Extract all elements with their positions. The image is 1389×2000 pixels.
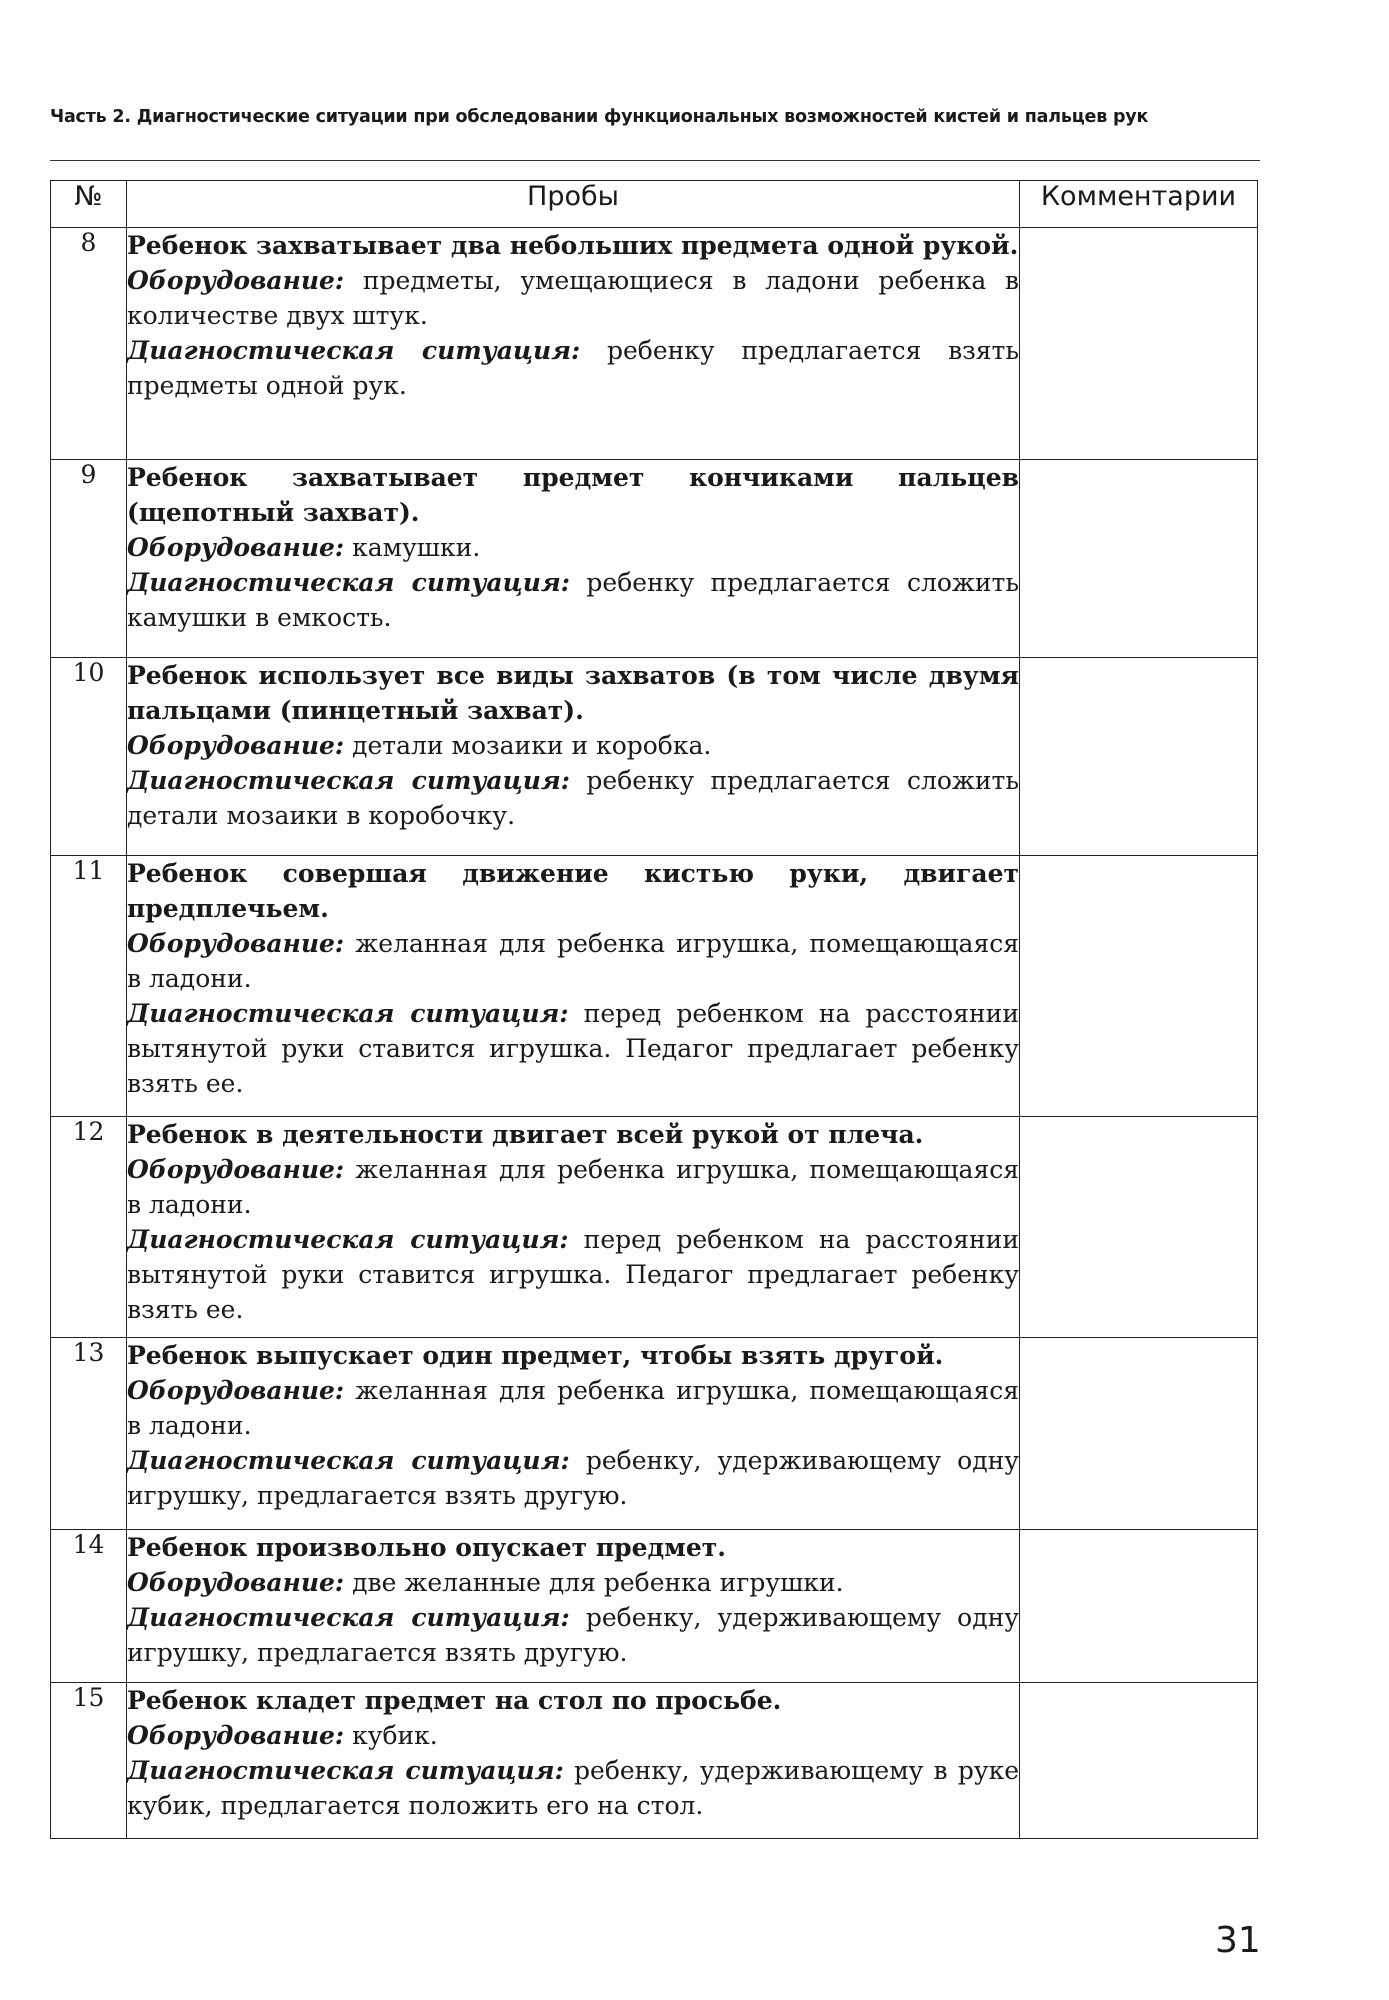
situation-line: [127, 1222, 1019, 1327]
table-row: [51, 460, 1258, 658]
equipment-line: [127, 1152, 1019, 1222]
running-title: Часть 2. Диагностические ситуации при обследовании функциональных возможностей кистей и пальцев рук: [50, 107, 1149, 127]
test-description: [127, 658, 1020, 856]
situation-label: Диагностическая ситуация:: [127, 1225, 569, 1254]
table-header-row: [51, 181, 1258, 228]
situation-label: Диагностическая ситуация:: [127, 568, 570, 597]
table-row: [51, 1117, 1258, 1338]
situation-text: ребенку, удерживающему в руке кубик, предлагается положить его на стол.: [127, 1756, 1019, 1820]
equipment-line: [127, 1565, 1019, 1600]
equipment-text: желанная для ребенка игрушка, помещающаяся в ладони.: [127, 1155, 1019, 1219]
row-number: 10: [51, 658, 127, 856]
situation-line: [127, 565, 1019, 635]
equipment-text: детали мозаики и коробка.: [352, 731, 712, 760]
equipment-text: кубик.: [352, 1721, 438, 1750]
comment-cell: [1020, 1530, 1258, 1683]
situation-label: Диагностическая ситуация:: [127, 766, 570, 795]
equipment-label: Оборудование:: [127, 1568, 345, 1597]
situation-text: ребенку предлагается сложить детали мозаики в коробочку.: [127, 766, 1019, 830]
row-number: 11: [51, 856, 127, 1117]
test-description: [127, 1683, 1020, 1839]
test-title: Ребенок произвольно опускает предмет.: [127, 1533, 726, 1562]
situation-line: [127, 763, 1019, 833]
situation-label: Диагностическая ситуация:: [127, 1446, 570, 1475]
row-number: 15: [51, 1683, 127, 1839]
test-title: Ребенок захватывает предмет кончиками пальцев (щепотный захват).: [127, 463, 1019, 527]
test-title: Ребенок выпускает один предмет, чтобы взять другой.: [127, 1341, 944, 1370]
comment-cell: [1020, 1117, 1258, 1338]
equipment-line: [127, 530, 1019, 565]
row-number: 8: [51, 228, 127, 460]
probes-table-body: [51, 228, 1258, 1839]
equipment-label: Оборудование:: [127, 1155, 345, 1184]
situation-line: [127, 333, 1019, 403]
comment-cell: [1020, 1683, 1258, 1839]
column-header-number: №: [51, 181, 127, 228]
situation-line: [127, 1600, 1019, 1670]
header-divider: [50, 160, 1260, 161]
situation-label: Диагностическая ситуация:: [127, 1603, 570, 1632]
test-title: Ребенок захватывает два небольших предмета одной рукой.: [127, 231, 1019, 260]
comment-cell: [1020, 856, 1258, 1117]
situation-text: перед ребенком на расстоянии вытянутой руки ставится игрушка. Педагог предлагает ребенку взять ее.: [127, 1225, 1019, 1324]
table-row: [51, 658, 1258, 856]
table-row: [51, 856, 1258, 1117]
situation-label: Диагностическая ситуация:: [127, 999, 569, 1028]
equipment-text: две желанные для ребенка игрушки.: [352, 1568, 844, 1597]
row-number: 14: [51, 1530, 127, 1683]
situation-line: [127, 1753, 1019, 1823]
test-description: [127, 228, 1020, 460]
equipment-label: Оборудование:: [127, 1721, 345, 1750]
equipment-label: Оборудование:: [127, 1376, 345, 1405]
row-number: 12: [51, 1117, 127, 1338]
comment-cell: [1020, 658, 1258, 856]
equipment-text: желанная для ребенка игрушка, помещающаяся в ладони.: [127, 1376, 1019, 1440]
table-row: [51, 1683, 1258, 1839]
equipment-label: Оборудование:: [127, 266, 345, 295]
table-row: [51, 1530, 1258, 1683]
table-row: [51, 228, 1258, 460]
situation-text: ребенку, удерживающему одну игрушку, предлагается взять другую.: [127, 1446, 1019, 1510]
equipment-label: Оборудование:: [127, 533, 345, 562]
row-number: 13: [51, 1338, 127, 1530]
table-row: [51, 1338, 1258, 1530]
column-header-comments: Комментарии: [1020, 181, 1258, 228]
test-title: Ребенок использует все виды захватов (в том числе двумя пальцами (пинцетный захват).: [127, 661, 1019, 725]
situation-text: перед ребенком на расстоянии вытянутой руки ставится игрушка. Педагог предлагает ребенку взять ее.: [127, 999, 1019, 1098]
test-description: [127, 1338, 1020, 1530]
situation-text: ребенку, удерживающему одну игрушку, предлагается взять другую.: [127, 1603, 1019, 1667]
equipment-line: [127, 926, 1019, 996]
equipment-text: желанная для ребенка игрушка, помещающаяся в ладони.: [127, 929, 1019, 993]
equipment-line: [127, 263, 1019, 333]
comment-cell: [1020, 1338, 1258, 1530]
comment-cell: [1020, 460, 1258, 658]
page-number: 31: [1215, 1920, 1261, 1961]
equipment-text: предметы, умещающиеся в ладони ребенка в количестве двух штук.: [127, 266, 1019, 330]
equipment-line: [127, 728, 1019, 763]
equipment-line: [127, 1718, 1019, 1753]
situation-line: [127, 996, 1019, 1101]
equipment-label: Оборудование:: [127, 929, 345, 958]
test-title: Ребенок совершая движение кистью руки, двигает предплечьем.: [127, 859, 1019, 923]
situation-text: ребенку предлагается сложить камушки в емкость.: [127, 568, 1019, 632]
equipment-label: Оборудование:: [127, 731, 345, 760]
test-description: [127, 460, 1020, 658]
row-number: 9: [51, 460, 127, 658]
test-title: Ребенок кладет предмет на стол по просьбе.: [127, 1686, 782, 1715]
situation-text: ребенку предлагается взять предметы одной рук.: [127, 336, 1019, 400]
comment-cell: [1020, 228, 1258, 460]
situation-line: [127, 1443, 1019, 1513]
test-description: [127, 856, 1020, 1117]
probes-table: [50, 180, 1258, 1839]
equipment-line: [127, 1373, 1019, 1443]
equipment-text: камушки.: [352, 533, 481, 562]
situation-label: Диагностическая ситуация:: [127, 1756, 564, 1785]
test-description: [127, 1530, 1020, 1683]
test-description: [127, 1117, 1020, 1338]
situation-label: Диагностическая ситуация:: [127, 336, 581, 365]
column-header-tests: Пробы: [127, 181, 1020, 228]
test-title: Ребенок в деятельности двигает всей рукой от плеча.: [127, 1120, 924, 1149]
